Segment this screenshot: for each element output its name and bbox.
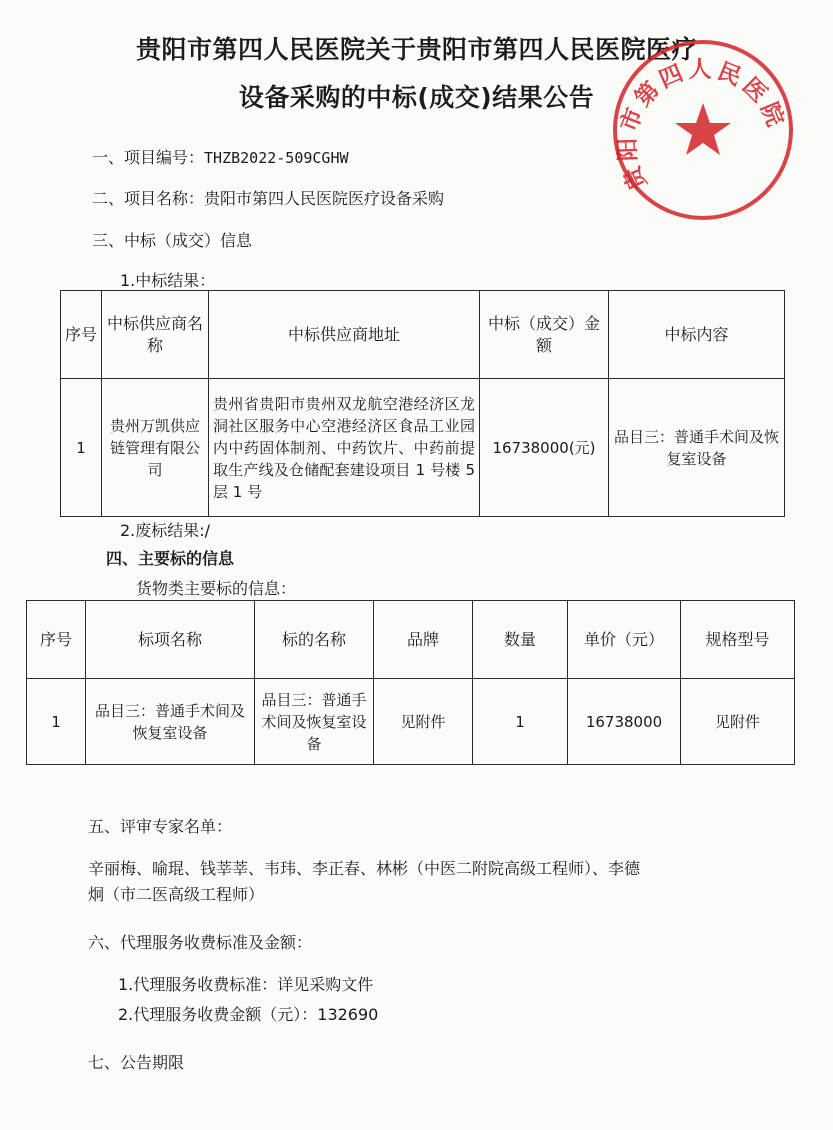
cell-no: 1 — [27, 679, 86, 765]
award-result-table — [60, 290, 785, 517]
cell-item-name: 品目三：普通手术间及恢复室设备 — [86, 679, 255, 765]
section6-heading: 六、代理服务收费标准及金额： — [88, 933, 313, 952]
cell-content: 品目三：普通手术间及恢复室设备 — [609, 379, 785, 517]
project-name-label: 二、项目名称： — [92, 189, 205, 208]
project-number-row — [92, 145, 349, 168]
col-header-amount: 中标（成交）金额 — [480, 291, 609, 379]
table-row — [27, 679, 795, 765]
notice-title-line2: 设备采购的中标(成交)结果公告 — [238, 83, 595, 112]
main-subject-table — [26, 600, 795, 765]
col-header-brand: 品牌 — [374, 601, 473, 679]
col-header-quantity: 数量 — [473, 601, 568, 679]
cell-unit-price: 16738000 — [568, 679, 681, 765]
experts-line2: 炯（市二医高级工程师） — [88, 885, 265, 904]
col-header-unit-price: 单价（元） — [568, 601, 681, 679]
official-seal — [608, 35, 798, 225]
cell-spec: 见附件 — [681, 679, 795, 765]
section3-heading: 三、中标（成交）信息 — [92, 231, 253, 250]
col-header-subject-name: 标的名称 — [255, 601, 374, 679]
cell-quantity: 1 — [473, 679, 568, 765]
project-name-value: 贵阳市第四人民医院医疗设备采购 — [204, 189, 445, 208]
notice-title-line1: 贵阳市第四人民医院关于贵阳市第四人民医院医疗 — [135, 35, 697, 64]
project-name-row — [92, 186, 444, 209]
table-header-row — [61, 291, 785, 379]
col-header-item-name: 标项名称 — [86, 601, 255, 679]
col-header-no: 序号 — [27, 601, 86, 679]
section7-heading: 七、公告期限 — [88, 1053, 185, 1072]
col-header-content: 中标内容 — [609, 291, 785, 379]
section5-heading: 五、评审专家名单： — [88, 817, 233, 836]
table-row — [61, 379, 785, 517]
seal-star-icon — [675, 103, 731, 155]
cell-brand: 见附件 — [374, 679, 473, 765]
cell-supplier-address: 贵州省贵阳市贵州双龙航空港经济区龙洞社区服务中心空港经济区食品工业园内中药固体制剂、中药饮片、中药前提取生产线及仓储配套建设项目 1 号楼 5 层 1 号 — [209, 379, 480, 517]
goods-subheading: 货物类主要标的信息： — [136, 579, 297, 598]
col-header-no: 序号 — [61, 291, 102, 379]
col-header-supplier-name: 中标供应商名称 — [102, 291, 209, 379]
col-header-spec: 规格型号 — [681, 601, 795, 679]
cell-no: 1 — [61, 379, 102, 517]
result-subheading: 1.中标结果： — [120, 271, 216, 290]
cell-supplier-name: 贵州万凯供应链管理有限公司 — [102, 379, 209, 517]
fee-standard: 1.代理服务收费标准：详见采购文件 — [118, 975, 374, 994]
col-header-supplier-address: 中标供应商地址 — [209, 291, 480, 379]
fee-amount: 2.代理服务收费金额（元）：132690 — [118, 1005, 379, 1024]
project-number-value: THZB2022-509CGHW — [204, 149, 349, 167]
cell-subject-name: 品目三：普通手术间及恢复室设备 — [255, 679, 374, 765]
table-header-row — [27, 601, 795, 679]
project-number-label: 一、项目编号： — [92, 148, 205, 167]
section4-heading: 四、主要标的信息 — [106, 549, 235, 568]
abandoned-result: 2.废标结果:/ — [120, 521, 211, 540]
seal-text: 贵阳市第四人民医院 — [614, 56, 790, 194]
cell-amount: 16738000(元) — [480, 379, 609, 517]
experts-line1: 辛丽梅、喻琨、钱莘莘、韦玮、李正春、林彬（中医二附院高级工程师）、李德 — [88, 859, 641, 878]
